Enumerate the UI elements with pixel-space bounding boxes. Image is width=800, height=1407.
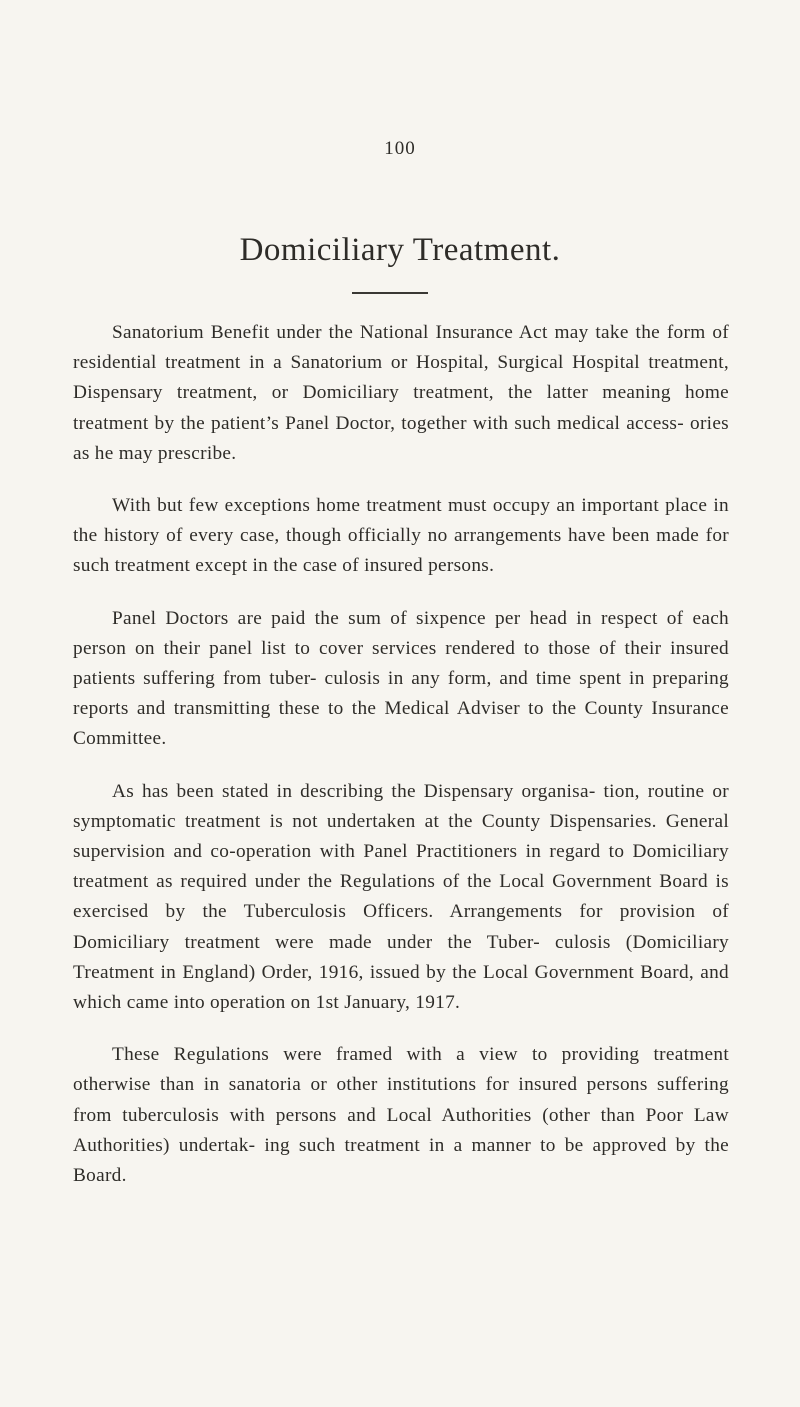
paragraph-sanatorium-benefit: Sanatorium Benefit under the National Insurance Act may take the form of residential treatment in a Sanatorium or Hospital, Surgical Hospital treatment, Dispensary treatment, or Domiciliary treatment, the latter meaning home treatment by the patient’s Panel Doctor, together with such medical access- ories as he may prescribe. [73,322,729,464]
body-text [73,318,729,1213]
page-number: 100 [384,138,416,159]
paragraph-regulations: These Regulations were framed with a view to providing treatment otherwise than in sanatoria or other institutions for insured persons suffering from tuberculosis with persons and Local Authorities (other than Poor Law Authorities) undertak- ing such treatment in a manner to be approved by the Board. [73,1044,729,1187]
title-divider [352,292,428,294]
paragraph-dispensary-organisation: As has been stated in describing the Dispensary organisa- tion, routine or symptomatic treatment is not undertaken at the County Dispensaries. General supervision and co-operation with Panel Practitioners in regard to Domiciliary treatment as required under the Regulations of the Local Government Board is exercised by the Tuberculosis Officers. Arrangements for provision of Domiciliary treatment were made under the Tuber- culosis (Domiciliary Treatment in England) Order, 1916, issued by the Local Government Board, and which came into operation on 1st January, 1917. [73,780,729,1014]
paragraph-home-treatment: With but few exceptions home treatment must occupy an important place in the history of every case, though officially no arrangements have been made for such treatment except in the case of insured persons. [73,495,729,577]
page-title: Domiciliary Treatment. [239,232,561,268]
paragraph-panel-doctors: Panel Doctors are paid the sum of sixpence per head in respect of each person on their panel list to cover services rendered to those of their insured patients suffering from tuber- culosis in any form, and time spent in preparing reports and transmitting these to the Medical Adviser to the County Insurance Committee. [73,607,729,750]
